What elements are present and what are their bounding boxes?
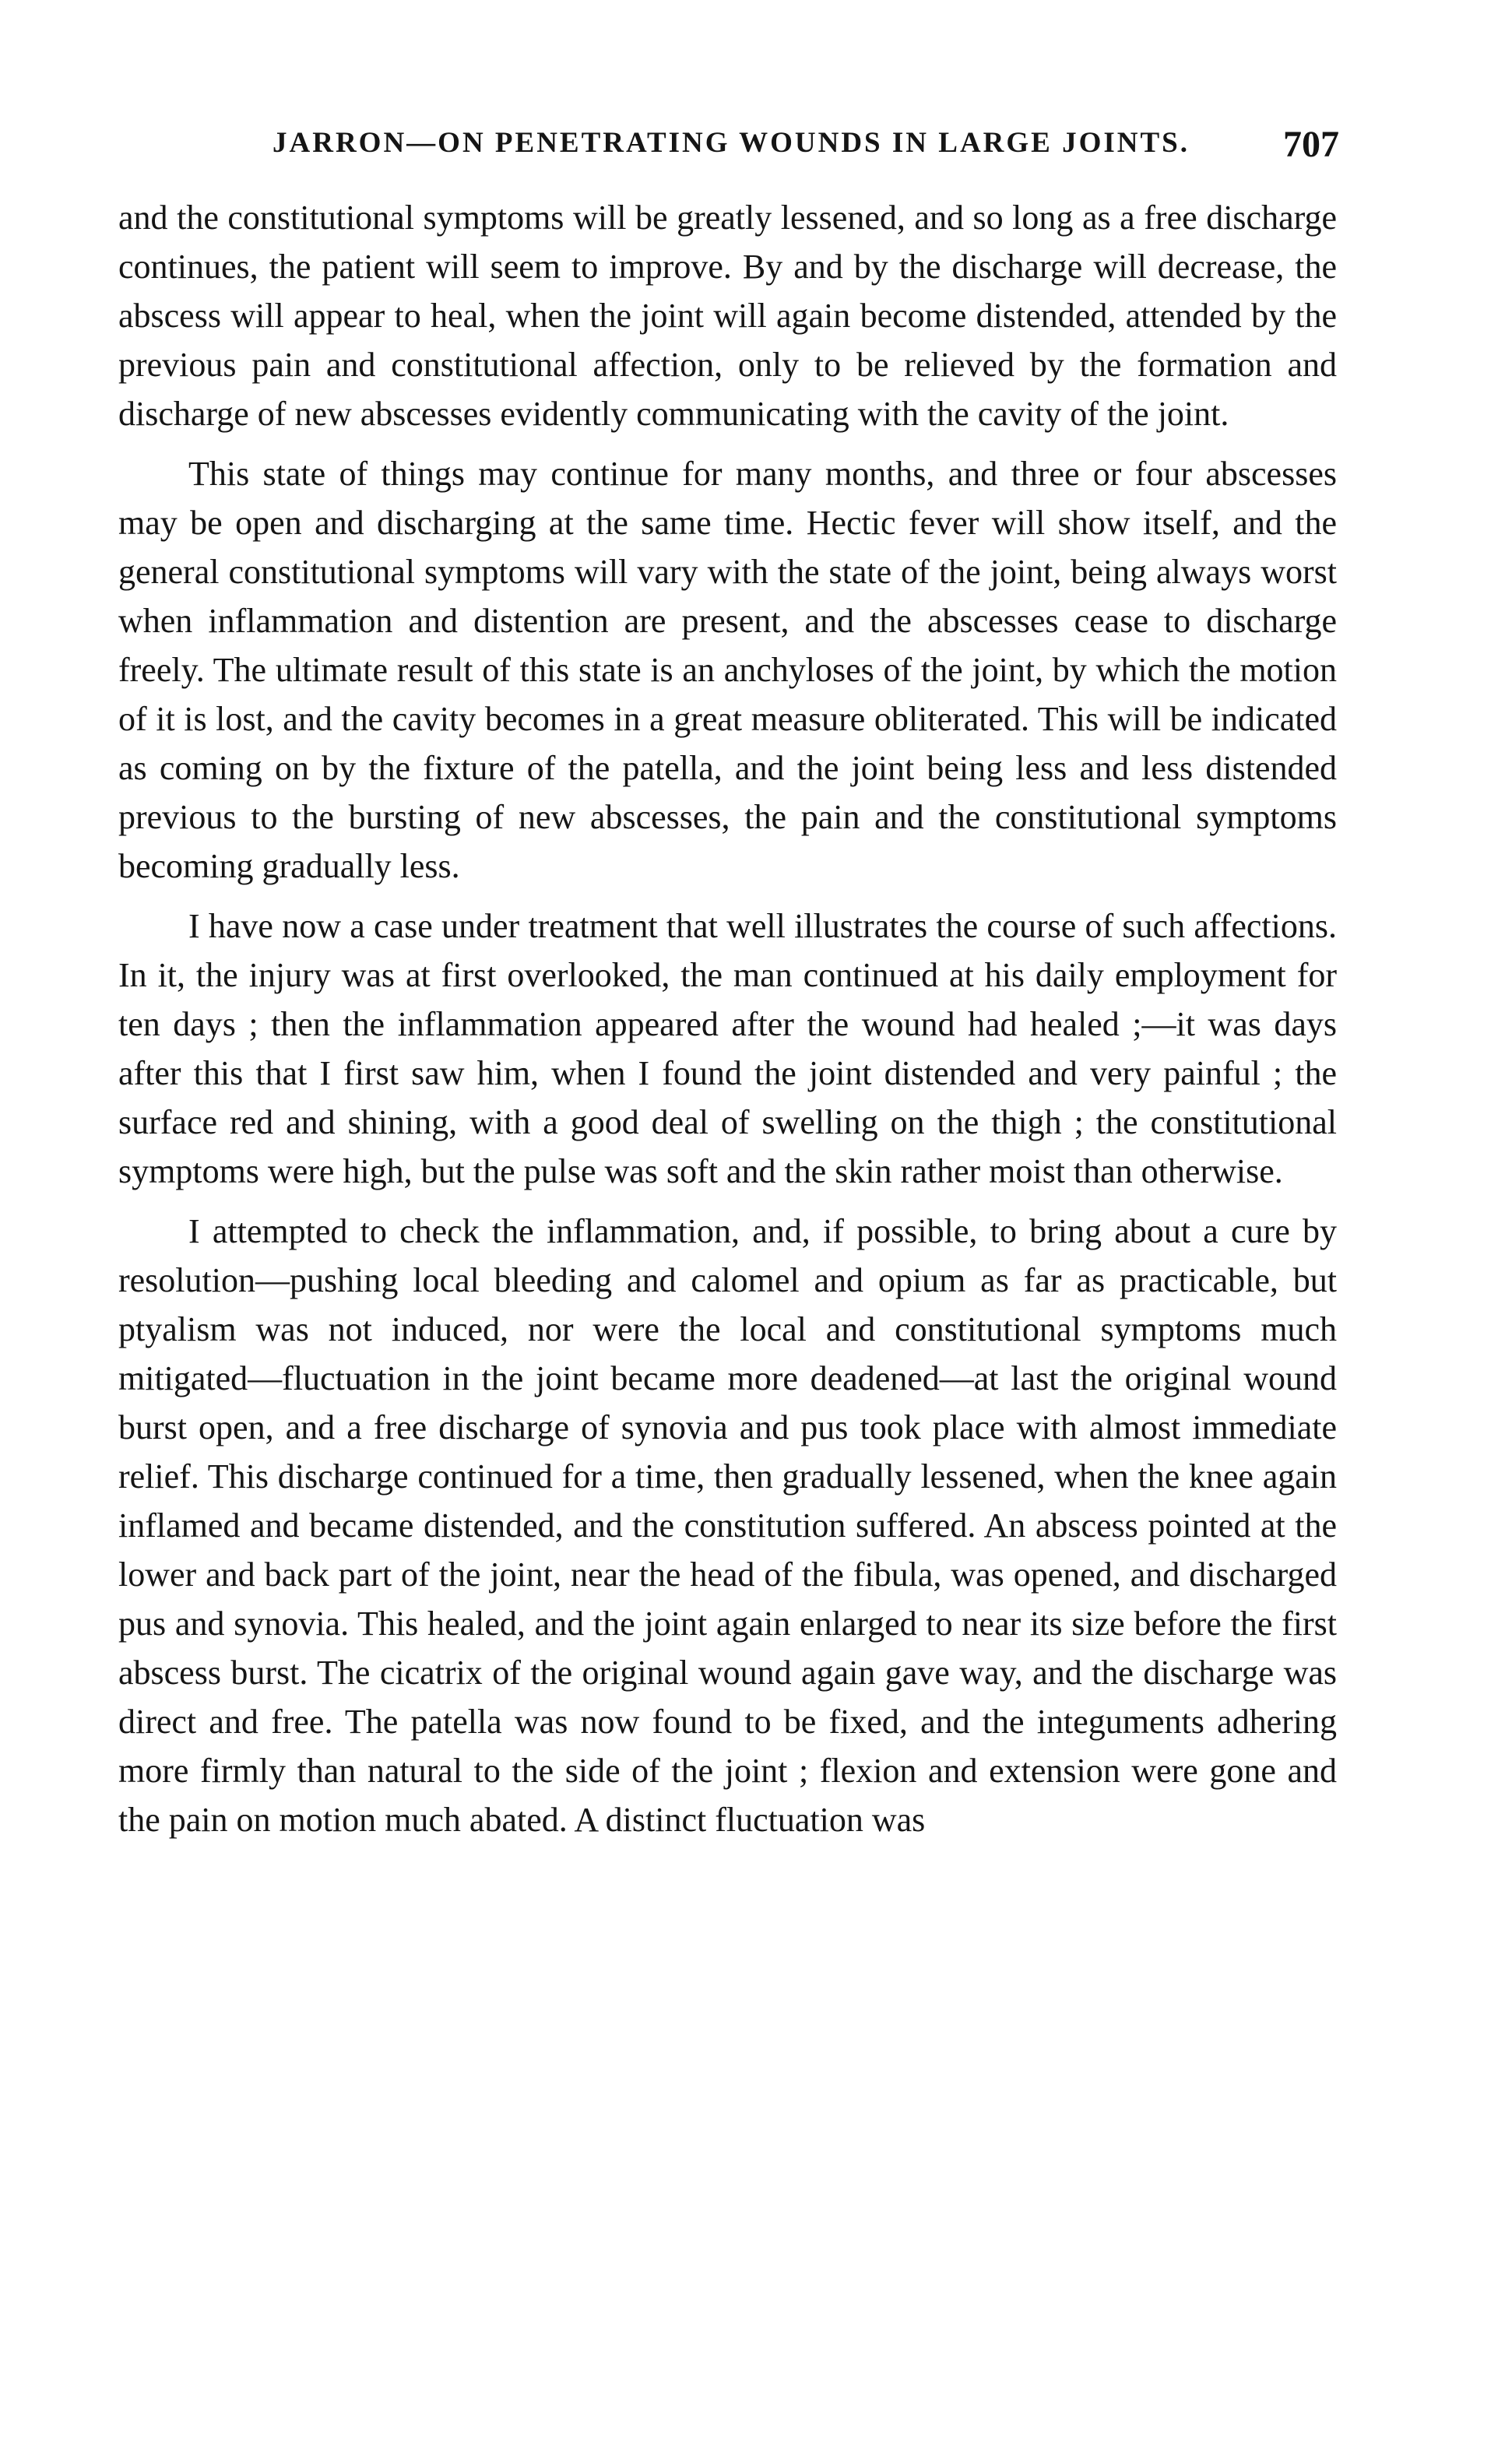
body-text <box>118 193 1337 1844</box>
paragraph-case-under-treatment: I have now a case under treatment that well illustrates the course of such affections. In it, the injury was at first overlooked, the man continued at his daily employment for ten days ; then the inflammation appeared after the wound had healed ;—it was days after this that I first saw him, when I found the joint distended and very painful ; the surface red and shining, with a good deal of swelling on the thigh ; the constitutional symptoms were high, but the pulse was soft and the skin rather moist than otherwise. <box>118 907 1337 1190</box>
page-header <box>117 123 1363 178</box>
paragraph-continued: and the constitutional symptoms will be greatly lessened, and so long as a free discharge continues, the patient will seem to improve. By and by the discharge will decrease, the abscess will appear to heal, when the joint will again become distended, attended by the previous pain and constitutional affection, only to be relieved by the formation and discharge of new abscesses evidently communicating with the cavity of the joint. <box>118 199 1337 433</box>
paragraph-treatment-attempt: I attempted to check the inflammation, and, if possible, to bring about a cure by resolution—pushing local bleeding and calomel and opium as far as practicable, but ptyalism was not induced, nor were the local and constitutional symptoms much mitigated—fluctuation in the joint became more deadened—at last the original wound burst open, and a free discharge of synovia and pus took place with almost immediate relief. This discharge continued for a time, then gradually lessened, when the knee again inflamed and became distended, and the constitution suffered. An abscess pointed at the lower and back part of the joint, near the head of the fibula, was opened, and discharged pus and synovia. This healed, and the joint again enlarged to near its size before the first abscess burst. The cicatrix of the original wound again gave way, and the discharge was direct and free. The patella was now found to be fixed, and the integuments adhering more firmly than natural to the side of the joint ; flexion and extension were gone and the pain on motion much abated. A distinct fluctuation was <box>118 1212 1337 1839</box>
paragraph-state-of-things: This state of things may continue for many months, and three or four abscesses may be open and discharging at the same time. Hectic fever will show itself, and the general constitutional symptoms will vary with the state of the joint, being always worst when inflammation and distention are present, and the abscesses cease to discharge freely. The ultimate result of this state is an anchyloses of the joint, by which the motion of it is lost, and the cavity becomes in a great measure obliterated. This will be indicated as coming on by the fixture of the patella, and the joint being less and less distended previous to the bursting of new abscesses, the pain and the constitutional symptoms becoming gradually less. <box>118 455 1337 885</box>
running-head: JARRON—ON PENETRATING WOUNDS IN LARGE JOINTS. <box>273 127 1190 159</box>
page-number: 707 <box>1283 124 1339 165</box>
